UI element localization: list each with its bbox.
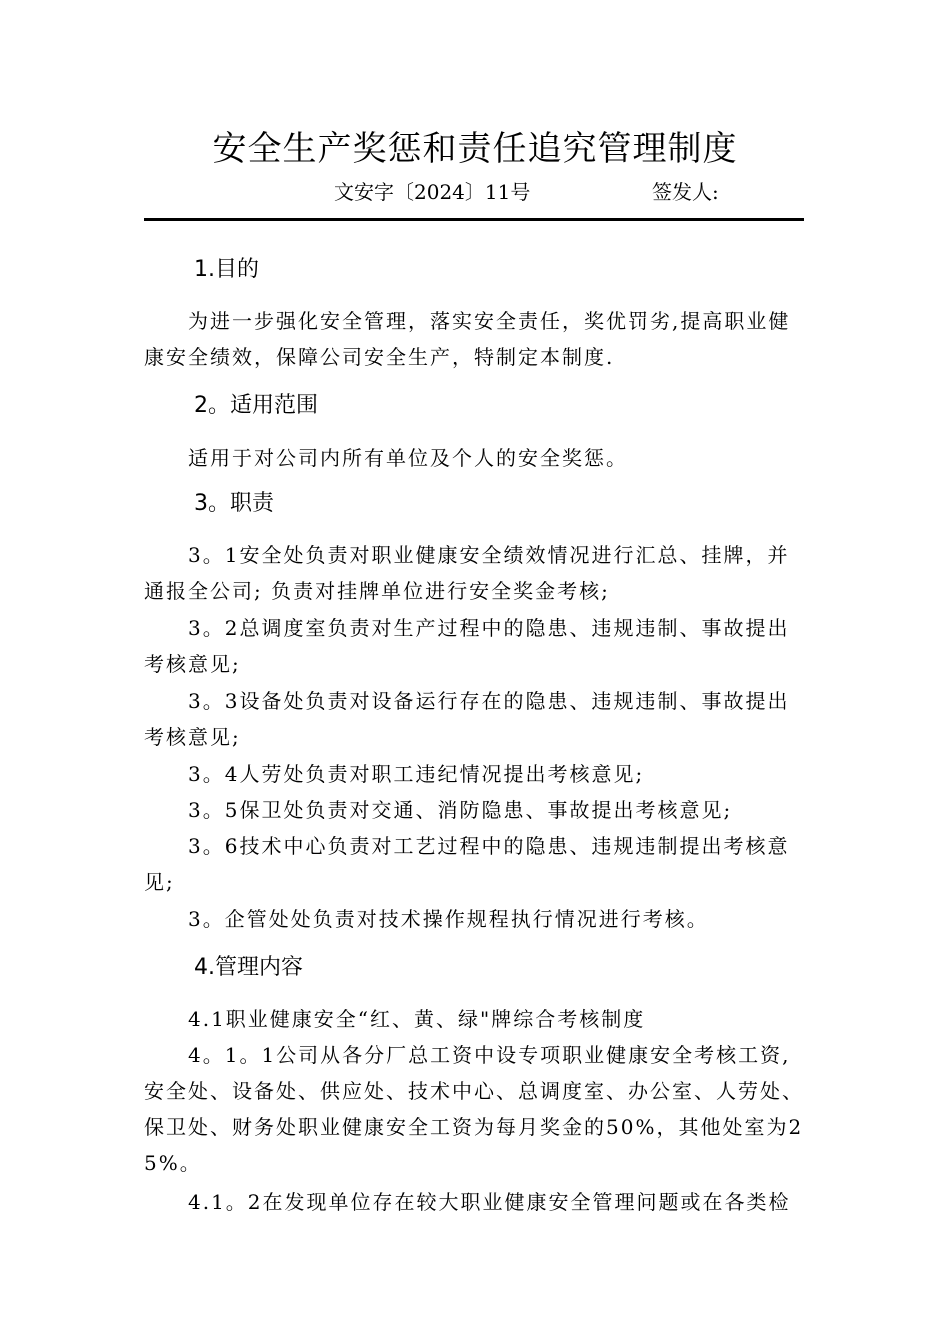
- paragraph: 适用于对公司内所有单位及个人的安全奖惩。: [188, 446, 628, 470]
- section-heading-scope: 2。适用范围: [194, 393, 318, 418]
- paragraph: 3。4人劳处负责对职工违纪情况提出考核意见;: [188, 762, 645, 786]
- paragraph: 4.1职业健康安全“红、黄、绿"牌综合考核制度: [188, 1007, 646, 1031]
- signer-label: 签发人:: [652, 180, 719, 204]
- paragraph: 3。2总调度室负责对生产过程中的隐患、违规违制、事故提出考核意见;: [144, 616, 790, 676]
- paragraph: 3。1安全处负责对职业健康安全绩效情况进行汇总、挂牌，并通报全公司; 负责对挂牌单位进行安全奖金考核;: [144, 543, 790, 603]
- paragraph: 4.1。2在发现单位存在较大职业健康安全管理问题或在各类检: [188, 1190, 791, 1214]
- document-number: 文安字〔2024〕11号: [334, 180, 531, 204]
- paragraph: 为进一步强化安全管理，落实安全责任，奖优罚劣,提高职业健康安全绩效，保障公司安全生产，特制定本制度.: [144, 309, 791, 369]
- paragraph: 3。5保卫处负责对交通、消防隐患、事故提出考核意见;: [188, 798, 733, 822]
- section-heading-purpose: 1.目的: [194, 257, 259, 282]
- paragraph: 3。3设备处负责对设备运行存在的隐患、违规违制、事故提出考核意见;: [144, 689, 790, 749]
- section-heading-duties: 3。职责: [194, 491, 274, 516]
- section-heading-management: 4.管理内容: [194, 955, 303, 980]
- paragraph: 3。企管处处负责对技术操作规程执行情况进行考核。: [188, 907, 709, 931]
- paragraph: 4。1。1公司从各分厂总工资中设专项职业健康安全考核工资, 安全处、设备处、供应处、技术中心、总调度室、办公室、人劳处、保卫处、财务处职业健康安全工资为每月奖金的50%，其他处室为25%。: [144, 1043, 804, 1175]
- header-divider: [144, 218, 804, 221]
- document-title: 安全生产奖惩和责任追究管理制度: [212, 129, 738, 169]
- paragraph: 3。6技术中心负责对工艺过程中的隐患、违规违制提出考核意见;: [144, 834, 790, 894]
